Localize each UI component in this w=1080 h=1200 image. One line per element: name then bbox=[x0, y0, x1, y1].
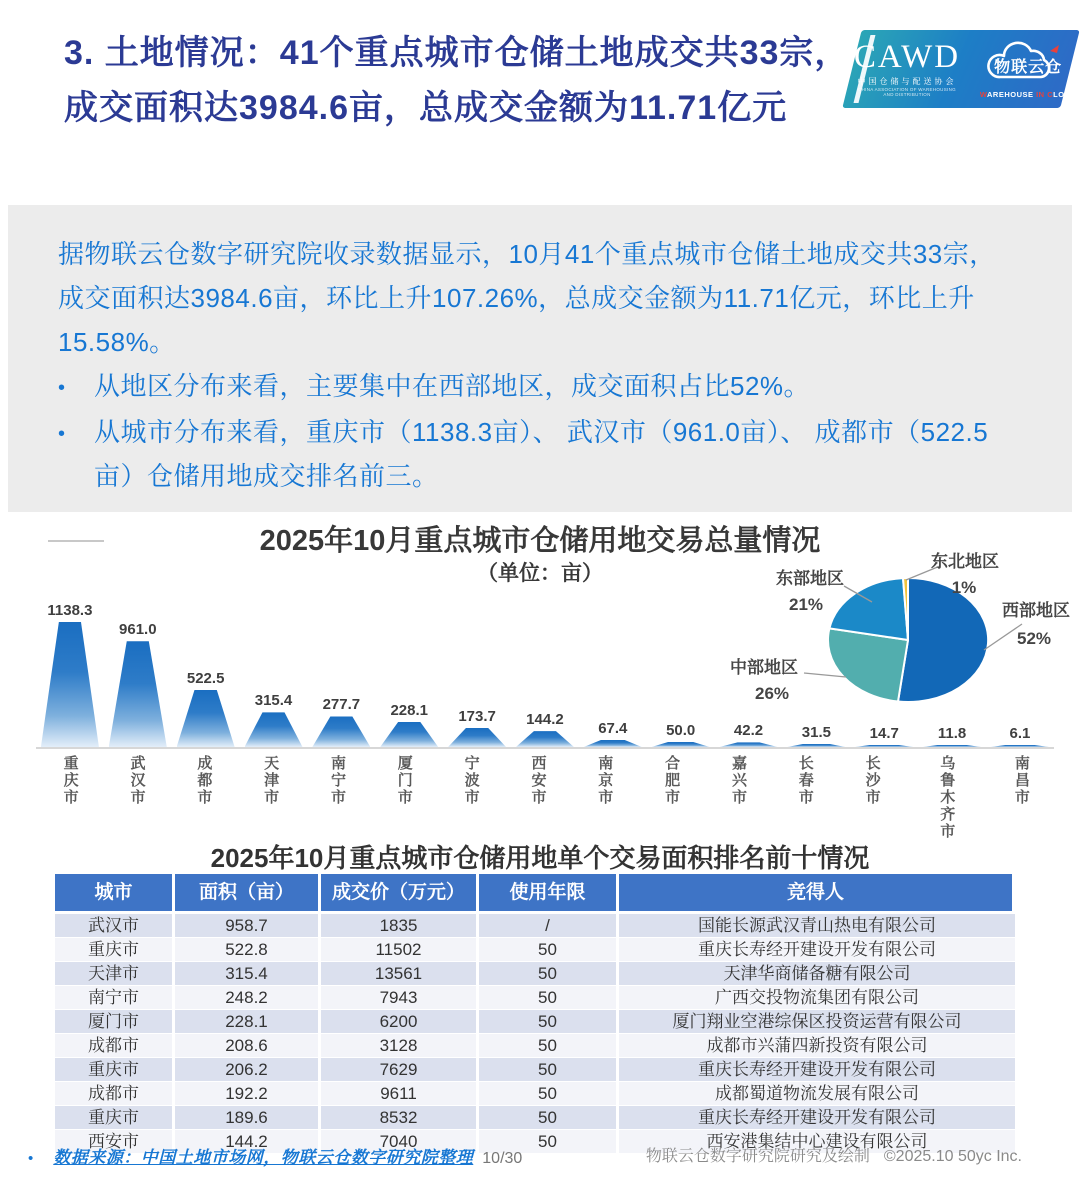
table-cell: 南宁市 bbox=[55, 986, 175, 1010]
table-cell: 3128 bbox=[321, 1034, 479, 1058]
bar-category-label: 乌鲁木齐市 bbox=[938, 755, 956, 840]
table-cell: 成都蜀道物流发展有限公司 bbox=[619, 1082, 1015, 1106]
table-cell: 50 bbox=[479, 1010, 619, 1034]
table-cell: 13561 bbox=[321, 962, 479, 986]
table-title: 2025年10月重点城市仓储用地单个交易面积排名前十情况 bbox=[210, 843, 870, 873]
bar-category-label: 合肥市 bbox=[663, 755, 681, 806]
bar-chart-unit: （单位：亩） bbox=[477, 562, 603, 585]
table-cell: 50 bbox=[479, 938, 619, 962]
bullet-icon: • bbox=[58, 423, 66, 445]
logo-banner bbox=[842, 30, 1079, 108]
bar-category-cell bbox=[571, 755, 638, 840]
cawd-logo-subtitle-en: CHINA ASSOCIATION OF WAREHOUSING AND DISTRIBUTION bbox=[858, 87, 956, 97]
bar-category-cell bbox=[771, 755, 838, 840]
table-cell: 武汉市 bbox=[55, 914, 175, 938]
table-cell: 8532 bbox=[321, 1106, 479, 1130]
bar-category-label: 宁波市 bbox=[462, 755, 480, 806]
table-section bbox=[0, 838, 1080, 1151]
bar-category-label: 长沙市 bbox=[863, 755, 881, 806]
bar-category-cell bbox=[637, 755, 704, 840]
bar-category-cell bbox=[303, 755, 370, 840]
table-header-city: 城市 bbox=[55, 874, 175, 914]
table-cell: 50 bbox=[479, 1130, 619, 1154]
table-cell: 1835 bbox=[321, 914, 479, 938]
bar-category-label: 重庆市 bbox=[61, 755, 79, 806]
bar-category-label: 武汉市 bbox=[128, 755, 146, 806]
bar-category-cell bbox=[103, 755, 170, 840]
table-cell: 7943 bbox=[321, 986, 479, 1010]
table-cell: 成都市 bbox=[55, 1082, 175, 1106]
bar-value-label: 31.5 bbox=[801, 723, 831, 741]
bar-category-cell bbox=[370, 755, 437, 840]
bar-column bbox=[579, 720, 647, 747]
table-cell: 228.1 bbox=[175, 1010, 321, 1034]
bar-value-label: 173.7 bbox=[458, 707, 496, 725]
table-cell: 315.4 bbox=[175, 962, 321, 986]
table-cell: 重庆长寿经开建设开发有限公司 bbox=[619, 1058, 1015, 1082]
bar bbox=[380, 722, 438, 747]
table-cell: 50 bbox=[479, 962, 619, 986]
pie-percent-label: 1% bbox=[951, 578, 977, 597]
bar bbox=[177, 690, 235, 747]
bar-value-label: 67.4 bbox=[598, 719, 628, 737]
bar-column bbox=[36, 602, 104, 747]
table-cell: 208.6 bbox=[175, 1034, 321, 1058]
bar bbox=[584, 740, 642, 747]
bar-column bbox=[647, 722, 715, 748]
bar-value-label: 315.4 bbox=[254, 692, 293, 710]
bar-value-label: 961.0 bbox=[119, 621, 157, 639]
bar-value-label: 6.1 bbox=[1009, 724, 1031, 742]
table-header-price: 成交价（万元） bbox=[321, 874, 479, 914]
pie-label: 西部地区 bbox=[1002, 601, 1070, 620]
table-cell: 重庆市 bbox=[55, 938, 175, 962]
warehouse-in-cloud-logo bbox=[978, 39, 1078, 99]
bar-category-label: 长春市 bbox=[796, 755, 814, 806]
table-cell: 7040 bbox=[321, 1130, 479, 1154]
bar-category-cell bbox=[987, 755, 1054, 840]
bar-column bbox=[104, 621, 172, 747]
bar bbox=[109, 641, 167, 747]
bar-value-label: 144.2 bbox=[526, 711, 564, 729]
cawd-logo-text: CAWD bbox=[853, 39, 961, 75]
red-arrow-icon bbox=[1050, 45, 1059, 53]
table-cell: 西安市 bbox=[55, 1130, 175, 1154]
pie-chart-svg bbox=[718, 538, 1080, 753]
table-cell: 189.6 bbox=[175, 1106, 321, 1130]
table-cell: 天津市 bbox=[55, 962, 175, 986]
bar bbox=[312, 716, 370, 747]
table-cell: 206.2 bbox=[175, 1058, 321, 1082]
bar-category-cell bbox=[437, 755, 504, 840]
table-cell: 成都市兴蒲四新投资有限公司 bbox=[619, 1034, 1015, 1058]
summary-bullet-1-text: 从地区分布来看，主要集中在西部地区，成交面积占比52%。 bbox=[94, 371, 811, 401]
footer bbox=[0, 1143, 1080, 1173]
bar-category-cell bbox=[504, 755, 571, 840]
pie-slice-2 bbox=[828, 628, 908, 701]
table-cell: 重庆长寿经开建设开发有限公司 bbox=[619, 938, 1015, 962]
bar-category-cell bbox=[36, 755, 103, 840]
table-cell: 192.2 bbox=[175, 1082, 321, 1106]
pie-label: 东北地区 bbox=[931, 552, 999, 571]
bar-column bbox=[240, 692, 308, 747]
table-cell: 7629 bbox=[321, 1058, 479, 1082]
table-cell: 成都市 bbox=[55, 1034, 175, 1058]
bar-category-label: 天津市 bbox=[262, 755, 280, 806]
table-cell: 9611 bbox=[321, 1082, 479, 1106]
chart-section bbox=[0, 512, 1080, 840]
bar-category-cell bbox=[236, 755, 303, 840]
pie-percent-label: 21% bbox=[788, 595, 824, 614]
bar-chart-title: 2025年10月重点城市仓储用地交易总量情况 bbox=[259, 525, 821, 557]
pie-percent-label: 52% bbox=[1016, 629, 1052, 648]
table-header-tenure: 使用年限 bbox=[479, 874, 619, 914]
bar bbox=[245, 712, 303, 747]
page-title: 3. 土地情况：41个重点城市仓储土地成交共33宗，成交面积达3984.6亩，总成交金额为11.71亿元 bbox=[64, 34, 850, 128]
summary-box bbox=[8, 205, 1072, 512]
table-cell: 重庆市 bbox=[55, 1106, 175, 1130]
summary-bullet-2-text: 从城市分布来看，重庆市（1138.3亩）、 武汉市（961.0亩）、 成都市（522.5亩）仓储用地成交排名前三。 bbox=[94, 417, 989, 491]
table-cell: 50 bbox=[479, 1034, 619, 1058]
table-cell: 西安港集结中心建设有限公司 bbox=[619, 1130, 1015, 1154]
table-header-area: 面积（亩） bbox=[175, 874, 321, 914]
page-number: 10/30 bbox=[482, 1150, 523, 1167]
table-cell: 广西交投物流集团有限公司 bbox=[619, 986, 1015, 1010]
bar-category-cell bbox=[905, 755, 988, 840]
bar-category-label: 嘉兴市 bbox=[729, 755, 747, 806]
bar-category-cell bbox=[838, 755, 905, 840]
table-cell: 11502 bbox=[321, 938, 479, 962]
bar-value-label: 277.7 bbox=[322, 696, 361, 714]
table-header-winner: 竞得人 bbox=[619, 874, 1015, 914]
bar-value-label: 11.8 bbox=[937, 724, 967, 742]
pie-label: 东部地区 bbox=[776, 569, 844, 588]
table-cell: 国能长源武汉青山热电有限公司 bbox=[619, 914, 1015, 938]
ranking-table bbox=[55, 874, 1015, 1154]
table-cell: 厦门市 bbox=[55, 1010, 175, 1034]
bar-value-label: 42.2 bbox=[733, 722, 764, 740]
wic-logo-text: 物联云仓 bbox=[994, 59, 1063, 76]
bar-category-label: 南宁市 bbox=[328, 755, 346, 806]
table-cell: 248.2 bbox=[175, 986, 321, 1010]
table-cell: 厦门翔业空港综保区投资运营有限公司 bbox=[619, 1010, 1015, 1034]
credit-text: 物联云仓数字研究院研究及绘制 ©2025.10 50yc Inc. bbox=[645, 1148, 1022, 1165]
bar bbox=[41, 622, 99, 747]
table-cell: 50 bbox=[479, 986, 619, 1010]
table-cell: 522.8 bbox=[175, 938, 321, 962]
table-cell: 6200 bbox=[321, 1010, 479, 1034]
bullet-icon: • bbox=[58, 377, 66, 399]
pie-percent-label: 26% bbox=[754, 684, 790, 703]
table-cell: 重庆市 bbox=[55, 1058, 175, 1082]
bar-category-label: 南昌市 bbox=[1012, 755, 1030, 806]
bar-column bbox=[307, 696, 375, 747]
table-cell: 144.2 bbox=[175, 1130, 321, 1154]
summary-bullet-1 bbox=[58, 364, 1022, 410]
cawd-logo-subtitle-cn: 中国仓储与配送协会 bbox=[857, 77, 957, 86]
bar-category-cell bbox=[170, 755, 237, 840]
bar-value-label: 1138.3 bbox=[47, 601, 93, 619]
bullet-icon: • bbox=[28, 1150, 34, 1167]
summary-bullet-2 bbox=[58, 410, 1022, 498]
bar bbox=[448, 728, 506, 747]
bar-column bbox=[172, 670, 240, 747]
bar-column bbox=[443, 708, 511, 747]
bar-value-label: 228.1 bbox=[390, 701, 428, 719]
table-cell: 50 bbox=[479, 1082, 619, 1106]
wic-logo-subtitle: WAREHOUSE IN CLOUD bbox=[979, 90, 1077, 99]
table-cell: 958.7 bbox=[175, 914, 321, 938]
pie-label: 中部地区 bbox=[730, 658, 798, 677]
data-source-text: 数据来源：中国土地市场网，物联云仓数字研究院整理 bbox=[53, 1148, 474, 1167]
bar-value-label: 14.7 bbox=[869, 724, 899, 742]
bar-column bbox=[375, 702, 443, 747]
bar-value-label: 50.0 bbox=[666, 721, 696, 739]
table-cell: 重庆长寿经开建设开发有限公司 bbox=[619, 1106, 1015, 1130]
bar-category-label: 南京市 bbox=[596, 755, 614, 806]
table-cell: / bbox=[479, 914, 619, 938]
bar-category-cell bbox=[704, 755, 771, 840]
bar-category-label: 厦门市 bbox=[395, 755, 413, 806]
bar-category-label: 西安市 bbox=[529, 755, 547, 806]
bar-chart-categories bbox=[36, 755, 1054, 840]
table-cell: 天津华商储备糖有限公司 bbox=[619, 962, 1015, 986]
table-cell: 50 bbox=[479, 1058, 619, 1082]
bar-category-label: 成都市 bbox=[195, 755, 213, 806]
bar-column bbox=[511, 711, 579, 747]
summary-paragraph: 据物联云仓数字研究院收录数据显示，10月41个重点城市仓储土地成交共33宗，成交面积达3984.6亩，环比上升107.26%，总成交金额为11.71亿元，环比上升15.58%。 bbox=[58, 239, 996, 357]
bar-value-label: 522.5 bbox=[186, 669, 225, 687]
table-cell: 50 bbox=[479, 1106, 619, 1130]
cawd-logo bbox=[854, 41, 960, 97]
bar bbox=[516, 731, 574, 747]
pie-chart bbox=[718, 538, 1080, 753]
